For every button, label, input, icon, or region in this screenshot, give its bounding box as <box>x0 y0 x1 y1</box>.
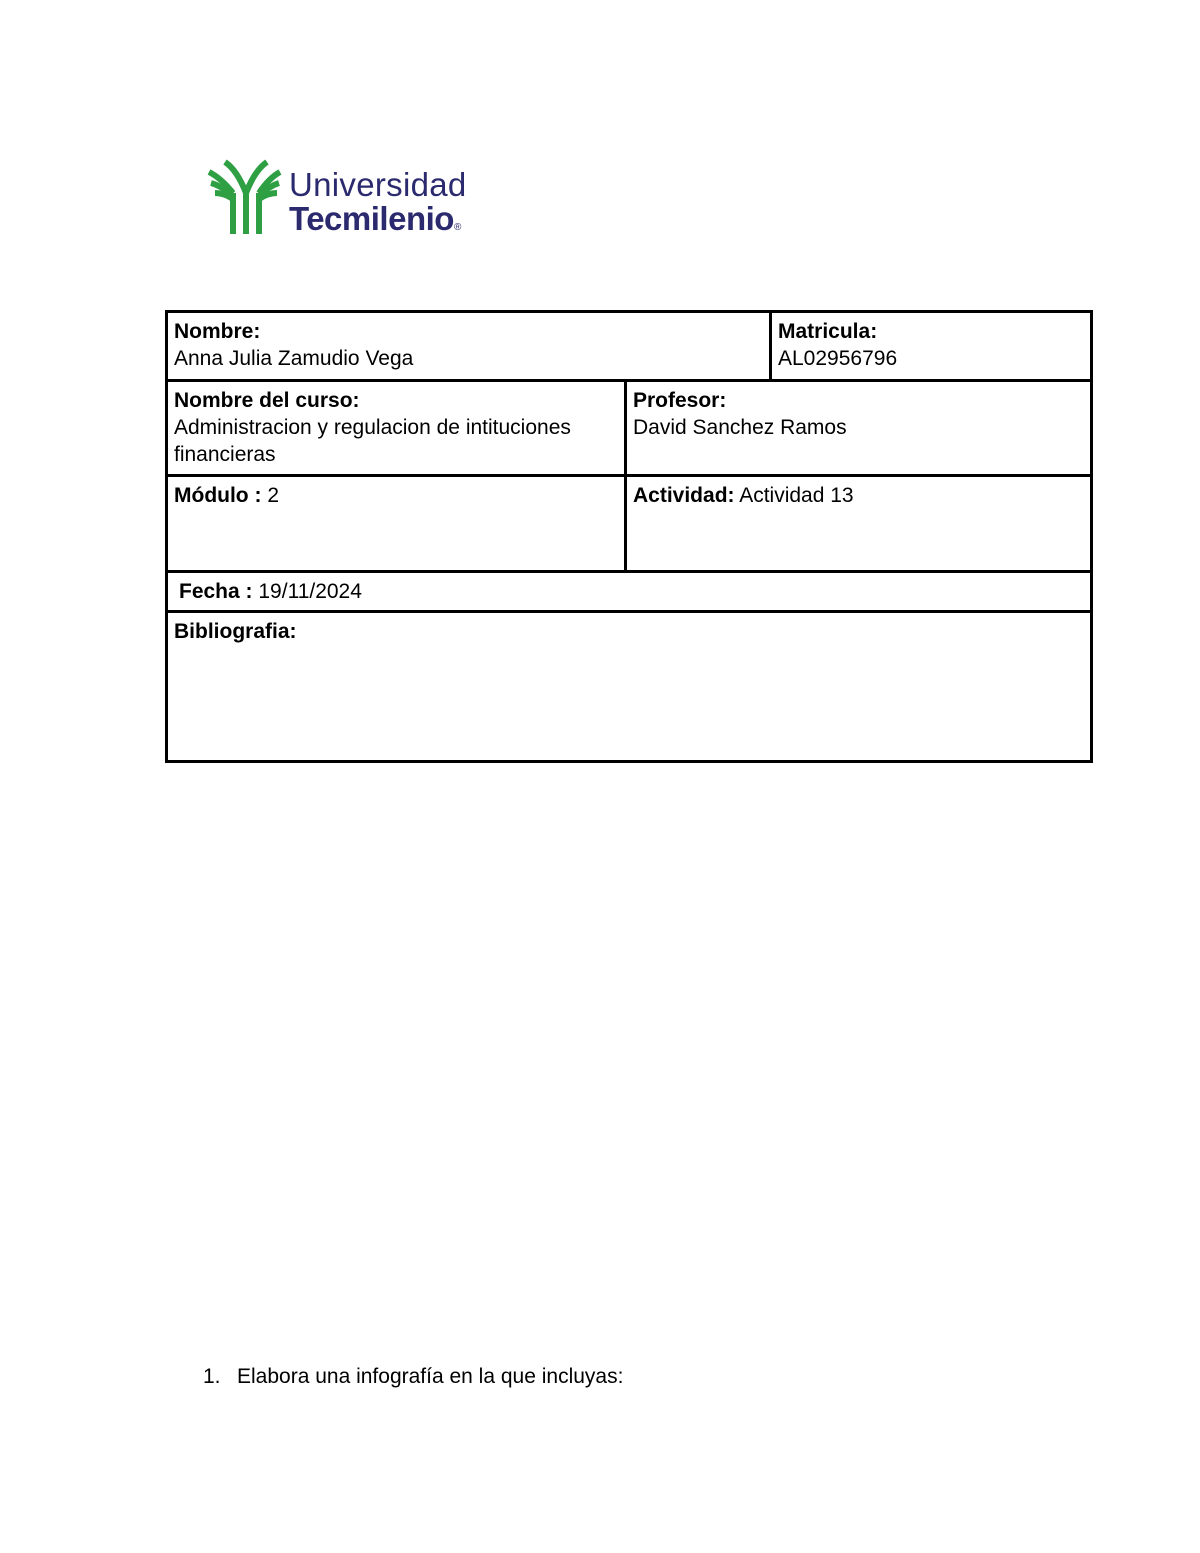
actividad-cell <box>624 474 1093 573</box>
bibliografia-label: Bibliografia: <box>174 620 297 643</box>
modulo-cell <box>165 474 627 573</box>
list-item-text: Elabora una infografía en la que incluyas: <box>237 1365 624 1388</box>
tecmilenio-tree-icon <box>207 158 282 236</box>
modulo-label: Módulo : <box>174 484 262 507</box>
curso-cell <box>165 379 627 477</box>
actividad-label: Actividad: <box>633 484 735 507</box>
curso-label: Nombre del curso: <box>174 389 360 412</box>
fecha-label: Fecha : <box>179 580 253 603</box>
fecha-cell <box>165 570 1093 613</box>
profesor-value: David Sanchez Ramos <box>633 416 847 439</box>
modulo-value: 2 <box>267 484 279 507</box>
list-item-number: 1. <box>203 1365 221 1388</box>
matricula-label: Matricula: <box>778 320 878 343</box>
actividad-value: Actividad 13 <box>739 484 854 507</box>
logo-line1: Universidad <box>289 166 467 203</box>
registered-mark: ® <box>453 222 461 233</box>
list-item <box>203 1365 623 1389</box>
profesor-label: Profesor: <box>633 389 727 412</box>
logo-line2 <box>289 200 461 238</box>
curso-value: Administracion y regulacion de intituciones financieras <box>174 416 571 466</box>
fecha-value: 19/11/2024 <box>258 580 362 603</box>
logo-line2-text: Tecmilenio <box>289 200 454 237</box>
matricula-value: AL02956796 <box>778 347 898 370</box>
nombre-label: Nombre: <box>174 320 261 343</box>
matricula-cell <box>769 310 1093 382</box>
profesor-cell <box>624 379 1093 477</box>
nombre-value: Anna Julia Zamudio Vega <box>174 347 414 370</box>
bibliografia-cell <box>165 610 1093 763</box>
university-logo <box>207 158 487 238</box>
nombre-cell <box>165 310 772 382</box>
